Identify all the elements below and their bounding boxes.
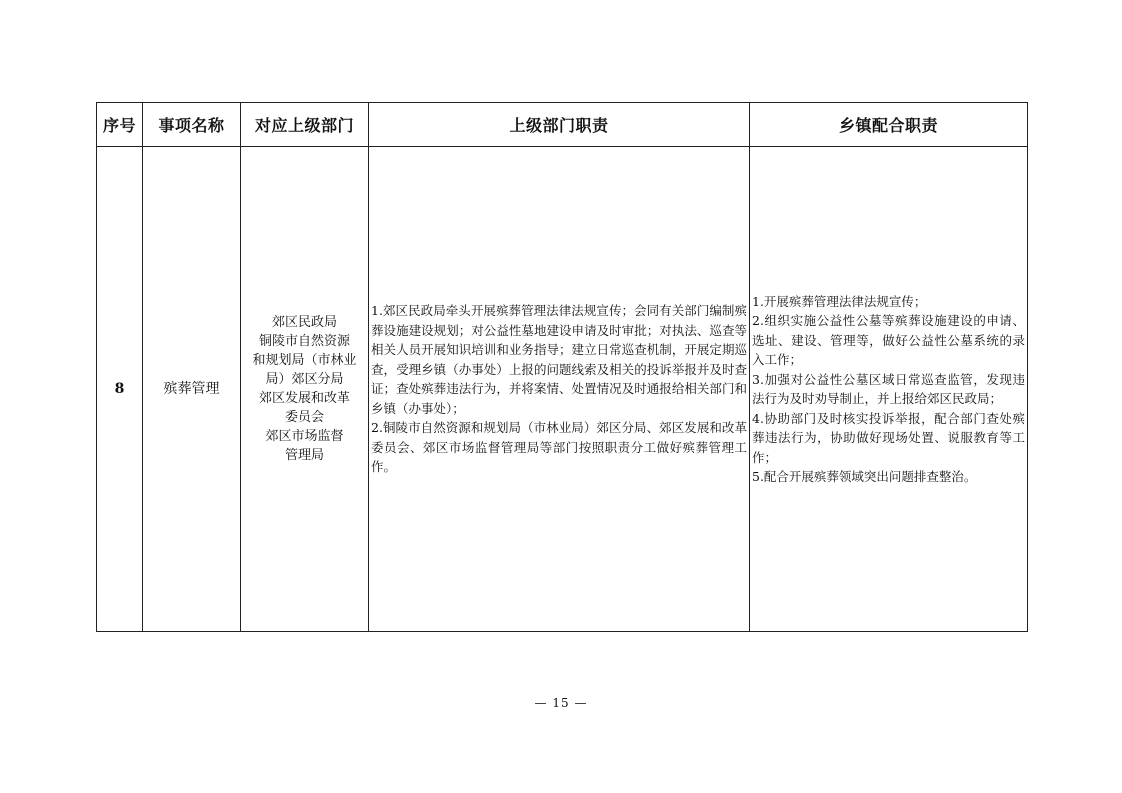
- cell-no: 8: [97, 147, 143, 632]
- department-line: 郊区发展和改革: [258, 391, 350, 406]
- department-line: 管理局: [284, 448, 324, 463]
- table-row: [97, 147, 1028, 632]
- department-line: 和规划局（市林业: [252, 353, 357, 368]
- header-row: [97, 103, 1028, 147]
- header-name: 事项名称: [143, 103, 241, 147]
- cell-departments: [241, 147, 369, 632]
- cell-town-duties: [750, 147, 1028, 632]
- cell-name: 殡葬管理: [143, 147, 241, 632]
- department-line: 郊区市场监督: [265, 429, 344, 444]
- department-line: 郊区民政局: [271, 315, 337, 330]
- duty-table: [96, 102, 1028, 632]
- cell-superior-duties: [369, 147, 750, 632]
- department-line: 铜陵市自然资源: [258, 334, 350, 349]
- town-duty-item: 4.协助部门及时核实投诉举报，配合部门查处殡葬违法行为，协助做好现场处置、说服教育等工作；: [752, 410, 1025, 465]
- department-line: 委员会: [284, 410, 324, 425]
- header-superior-duty: 上级部门职责: [369, 103, 750, 147]
- town-duty-item: 2.组织实施公益性公墓等殡葬设施建设的申请、选址、建设、管理等，做好公益性公墓系统的录入工作；: [752, 313, 1025, 367]
- table-header: [97, 103, 1028, 147]
- town-duty-item: 5.配合开展殡葬领域突出问题排查整治。: [752, 469, 977, 484]
- table-body: [97, 147, 1028, 632]
- town-duty-item: 1.开展殡葬管理法律法规宣传；: [752, 293, 927, 309]
- header-no: 序号: [97, 103, 143, 147]
- superior-duty-item: 1.郊区民政局牵头开展殡葬管理法律法规宣传；会同有关部门编制殡葬设施建设规划；对公益性墓地建设申请及时审批；对执法、巡查等相关人员开展知识培训和业务指导；建立日常巡查机制，开展定期巡查，受理乡镇（办事处）上报的问题线索及相关的投诉举报并及时查证；查处殡葬违法行为，并将案情、处置情况及时通报给相关部门和乡镇（办事处）；: [371, 303, 747, 416]
- header-town-duty: 乡镇配合职责: [750, 103, 1028, 147]
- page-number: — 15 —: [534, 696, 588, 710]
- superior-duty-item: 2.铜陵市自然资源和规划局（市林业局）郊区分局、郊区发展和改革委员会、郊区市场监督管理局等部门按照职责分工做好殡葬管理工作。: [371, 420, 747, 475]
- department-line: 局）郊区分局: [265, 372, 344, 387]
- header-dept: 对应上级部门: [241, 103, 369, 147]
- town-duty-item: 3.加强对公益性公墓区域日常巡查监管，发现违法行为及时劝导制止，并上报给郊区民政局；: [752, 371, 1025, 406]
